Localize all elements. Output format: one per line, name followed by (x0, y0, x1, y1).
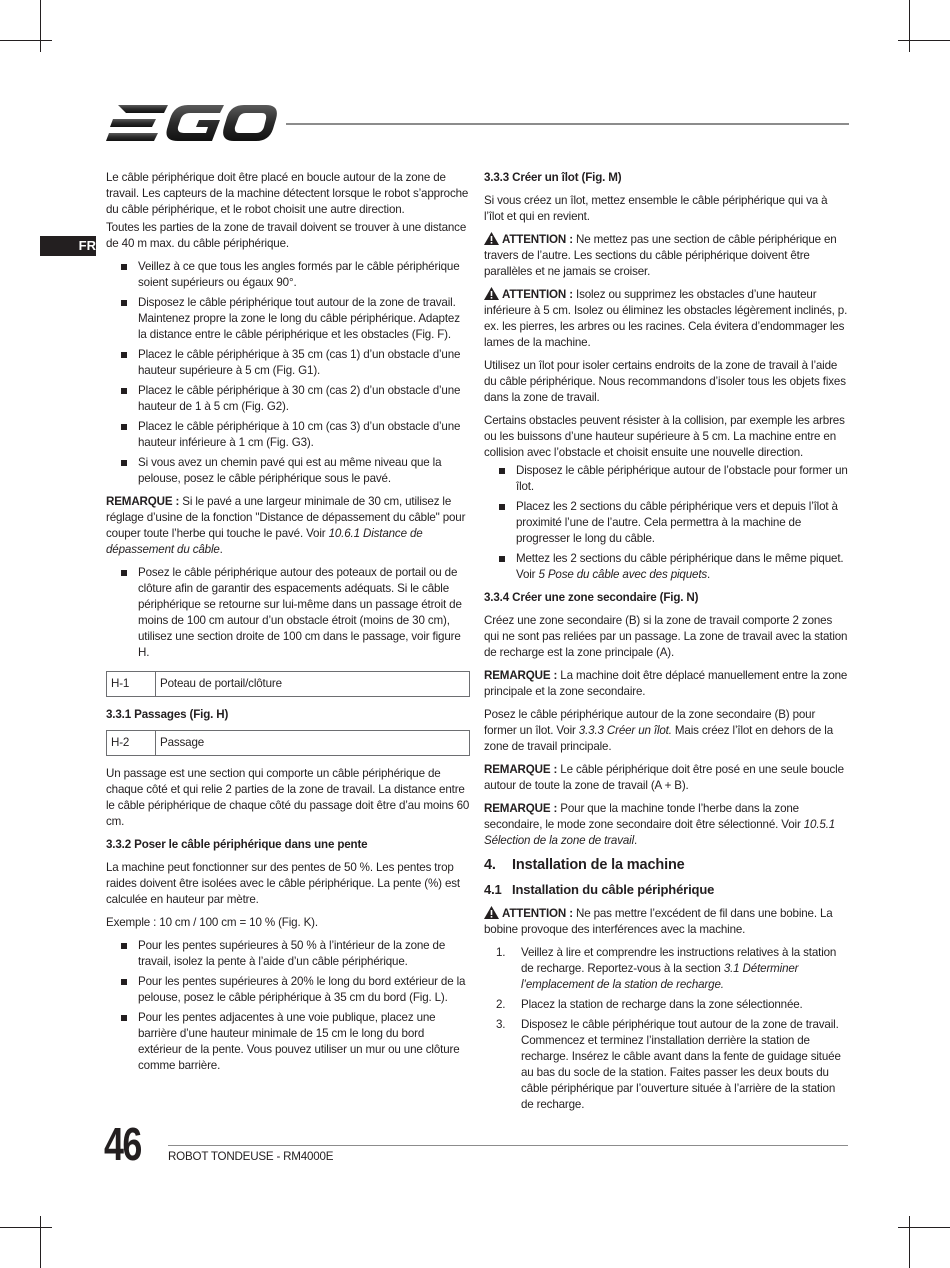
chapter-title: Installation de la machine (512, 857, 685, 873)
note-label: REMARQUE : (484, 763, 558, 776)
table-cell-value: Passage (156, 731, 470, 756)
footer-rule (168, 1145, 848, 1146)
subsection-heading (484, 881, 850, 899)
warning-text: Ne pas mettre l’excédent de fil dans une bobine. La bobine provoque des interférences avec la machine. (484, 907, 833, 936)
step-text: Placez la station de recharge dans la zone sélectionnée. (521, 998, 803, 1011)
warning-icon (484, 232, 499, 245)
numbered-list (484, 945, 850, 1113)
note-label: REMARQUE : (484, 669, 558, 682)
step-number: 1. (496, 946, 506, 959)
language-tab (40, 236, 96, 256)
ego-logo (106, 103, 278, 143)
paragraph-text: Posez le câble périphérique autour de la zone secondaire (B) pour former un îlot. Voir (484, 708, 816, 737)
cross-reference: 10.6.1 Distance de dépassement du câble (106, 527, 423, 556)
section-heading: 3.3.3 Créer un îlot (Fig. M) (484, 171, 622, 184)
legend-table (106, 730, 470, 756)
step-text: Veillez à lire et comprendre les instructions relatives à la station de recharge. Reportez-vous à la section (521, 946, 837, 975)
bullet-list (106, 938, 470, 1074)
paragraph-end: Mais créez l’îlot en dehors de la zone de travail principale. (484, 724, 833, 753)
paragraph: Certains obstacles peuvent résister à la collision, par exemple les arbres ou les buissons d’une hauteur supérieure à 5 cm. La machine entre en collision avec l’obstacle et choisit ensuite une nouvelle direction. (484, 414, 845, 459)
list-item: Si vous avez un chemin pavé qui est au même niveau que la pelouse, posez le câble périphérique sous le pavé. (106, 455, 470, 487)
section-heading: 3.3.2 Poser le câble périphérique dans une pente (106, 838, 368, 851)
bullet-list (106, 565, 470, 661)
crop-mark (909, 0, 910, 52)
warning-paragraph (484, 232, 850, 280)
paragraph: La machine peut fonctionner sur des pentes de 50 %. Les pentes trop raides doivent être isolées avec le câble périphérique. La pente (%) est calculée en hauteur par mètre. (106, 861, 460, 906)
list-item: Disposez le câble périphérique tout autour de la zone de travail. Maintenez propre la zone le long du câble périphérique. Adaptez la distance entre le câble périphérique et les obstacles (Fig. F). (106, 295, 470, 343)
note-paragraph (484, 762, 850, 794)
step-number: 2. (496, 998, 506, 1011)
list-item-end: . (707, 568, 711, 581)
list-item (484, 997, 850, 1013)
list-item: Veillez à ce que tous les angles formés par le câble périphérique soient supérieurs ou égaux 90°. (106, 259, 470, 291)
note-label: REMARQUE : (106, 495, 180, 508)
list-item (484, 551, 850, 583)
cross-reference: 10.5.1 Sélection de la zone de travail (484, 818, 836, 847)
warning-icon (484, 906, 499, 919)
list-item (484, 1017, 850, 1113)
page-number: 46 (104, 1118, 141, 1170)
bullet-list (106, 259, 470, 487)
note-text: La machine doit être déplacé manuellement entre la zone principale et la zone secondaire. (484, 669, 848, 698)
header-rule (286, 123, 849, 125)
note-paragraph (484, 801, 850, 849)
table-cell-key: H-1 (107, 672, 156, 697)
chapter-heading (484, 856, 850, 874)
left-column (106, 170, 470, 1081)
list-item-text: Mettez les 2 sections du câble périphérique dans le même piquet. Voir (516, 552, 844, 581)
cross-reference: 5 Pose du câble avec des piquets (538, 568, 708, 581)
list-item: Pour les pentes adjacentes à une voie publique, placez une barrière d’une hauteur minimale de 15 cm le long du bord extérieur de la pente. Vous pouvez utiliser un mur ou une clôture comme barrière. (106, 1010, 470, 1074)
subsection-title: Installation du câble périphérique (512, 882, 715, 897)
warning-label: ATTENTION : (502, 288, 573, 301)
note-text: Si le pavé a une largeur minimale de 30 cm, utilisez le réglage d’usine de la fonction "Distance de dépassement du câble" pour couper toute l’herbe qui touche le pavé. Voir (106, 495, 466, 540)
list-item: Placez le câble périphérique à 10 cm (cas 3) d’un obstacle d’une hauteur inférieure à 1 cm (Fig. G3). (106, 419, 470, 451)
paragraph: Toutes les parties de la zone de travail doivent se trouver à une distance de 40 m max. du câble périphérique. (106, 221, 467, 250)
warning-text: Ne mettez pas une section de câble périphérique en travers de l’autre. Les sections du câble périphérique doivent être parallèles et ne jamais se croiser. (484, 233, 837, 278)
crop-mark (40, 0, 41, 52)
list-item: Pour les pentes supérieures à 20% le long du bord extérieur de la pelouse, posez le câble périphérique à 35 cm du bord (Fig. L). (106, 974, 470, 1006)
paragraph (484, 707, 850, 755)
list-item (484, 945, 850, 993)
section-heading: 3.3.1 Passages (Fig. H) (106, 708, 229, 721)
crop-mark (909, 1216, 910, 1268)
step-text: Disposez le câble périphérique tout autour de la zone de travail. Commencez et terminez l’installation derrière la station de recharge. Insérez le câble avant dans la fente de guidage située au bas du socle de la station. Faites passer les deux bouts du câble périphérique par l’ouverture située à l’arrière de la station de recharge. (521, 1018, 841, 1111)
paragraph: Utilisez un îlot pour isoler certains endroits de la zone de travail à l’aide du câble périphérique. Nous recommandons d’isoler tous les objets fixes dans la zone de travail. (484, 359, 846, 404)
chapter-number: 4. (484, 857, 496, 873)
list-item: Placez les 2 sections du câble périphérique vers et depuis l’îlot à proximité l’une de l’autre. Cela permettra à la machine de progresser le long du câble. (484, 499, 850, 547)
warning-label: ATTENTION : (502, 907, 573, 920)
note-text: Pour que la machine tonde l’herbe dans la zone secondaire, le mode zone secondaire doit être sélectionné. Voir (484, 802, 804, 831)
paragraph: Si vous créez un îlot, mettez ensemble le câble périphérique qui va à l’îlot et qui en revient. (484, 194, 828, 223)
crop-mark (0, 40, 52, 41)
warning-text: Isolez ou supprimez les obstacles d’une hauteur inférieure à 5 cm. Isolez ou éliminez les obstacles légèrement inclinés, p. ex. les pierres, les arbres ou les racines. Cela évitera d’endommager les lames de la machine. (484, 288, 848, 349)
note-end: . (219, 543, 223, 556)
crop-mark (898, 40, 950, 41)
table-row (107, 672, 470, 697)
language-tab-label: FR (78, 238, 96, 253)
note-text: Le câble périphérique doit être posé en une seule boucle autour de toute la zone de travail (A + B). (484, 763, 844, 792)
warning-paragraph (484, 287, 850, 351)
subsection-number: 4.1 (484, 882, 502, 897)
cross-reference: 3.1 Déterminer l’emplacement de la station de recharge. (521, 962, 799, 991)
table-cell-key: H-2 (107, 731, 156, 756)
crop-mark (0, 1227, 52, 1228)
section-heading: 3.3.4 Créer une zone secondaire (Fig. N) (484, 591, 699, 604)
list-item: Pour les pentes supérieures à 50 % à l’intérieur de la zone de travail, isolez la pente à l’aide d’un câble périphérique. (106, 938, 470, 970)
paragraph: Créez une zone secondaire (B) si la zone de travail comporte 2 zones qui ne sont pas reliées par un passage. La zone de travail avec la station de recharge est la zone principale (A). (484, 614, 848, 659)
note-end: . (634, 834, 638, 847)
legend-table (106, 671, 470, 697)
step-number: 3. (496, 1018, 506, 1031)
crop-mark (40, 1216, 41, 1268)
right-column (484, 170, 850, 1117)
note-label: REMARQUE : (484, 802, 558, 815)
table-cell-value: Poteau de portail/clôture (156, 672, 470, 697)
bullet-list (484, 463, 850, 583)
paragraph: Le câble périphérique doit être placé en boucle autour de la zone de travail. Les capteurs de la machine détectent lorsque le robot s’approche du câble périphérique, et le robot choisit une autre direction. (106, 171, 469, 216)
list-item: Disposez le câble périphérique autour de l’obstacle pour former un îlot. (484, 463, 850, 495)
note-paragraph (484, 668, 850, 700)
paragraph: Exemple : 10 cm / 100 cm = 10 % (Fig. K). (106, 916, 318, 929)
table-row (107, 731, 470, 756)
warning-label: ATTENTION : (502, 233, 573, 246)
footer-product: ROBOT TONDEUSE - RM4000E (168, 1150, 334, 1163)
crop-mark (898, 1227, 950, 1228)
cross-reference: 3.3.3 Créer un îlot. (578, 724, 672, 737)
warning-paragraph (484, 906, 850, 938)
list-item: Posez le câble périphérique autour des poteaux de portail ou de clôture afin de garantir des espacements adéquats. Si le câble périphérique se retourne sur lui-même dans un passage étroit de moins de 100 cm autour d’un obstacle étroit (moins de 30 cm), utilisez une section droite de 100 cm dans le passage, voir figure H. (106, 565, 470, 661)
warning-icon (484, 287, 499, 300)
list-item: Placez le câble périphérique à 30 cm (cas 2) d’un obstacle d’une hauteur de 1 à 5 cm (Fig. G2). (106, 383, 470, 415)
note-paragraph (106, 494, 470, 558)
list-item: Placez le câble périphérique à 35 cm (cas 1) d’un obstacle d’une hauteur supérieure à 5 cm (Fig. G1). (106, 347, 470, 379)
paragraph: Un passage est une section qui comporte un câble périphérique de chaque côté et qui relie 2 parties de la zone de travail. La distance entre le câble périphérique de chaque côté du passage doit être d’au moins 60 cm. (106, 767, 470, 828)
